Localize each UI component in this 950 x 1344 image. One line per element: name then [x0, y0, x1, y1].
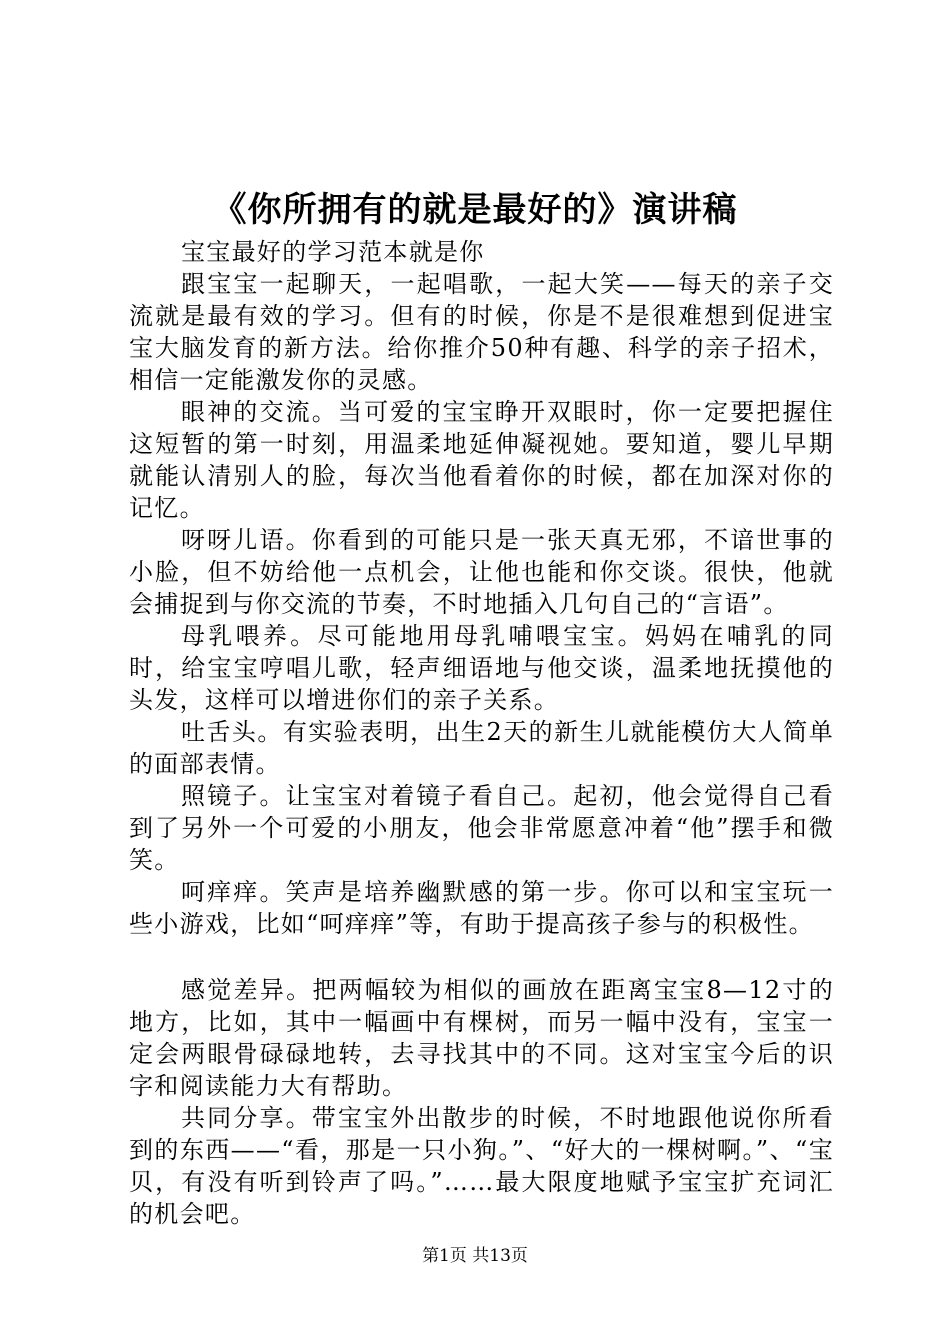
paragraph-gap — [129, 940, 834, 974]
paragraph-tongue: 吐舌头。有实验表明，出生2天的新生儿就能模仿大人简单的面部表情。 — [129, 718, 834, 778]
paragraph-intro: 跟宝宝一起聊天，一起唱歌，一起大笑——每天的亲子交流就是最有效的学习。但有的时候，你是不是很难想到促进宝宝大脑发育的新方法。给你推介50种有趣、科学的亲子招术，相信一定能激发你的灵感。 — [129, 270, 834, 394]
paragraph-eye-contact: 眼神的交流。当可爱的宝宝睁开双眼时，你一定要把握住这短暂的第一时刻，用温柔地延伸凝视她。要知道，婴儿早期就能认清别人的脸，每次当他看着你的时候，都在加深对你的记忆。 — [129, 398, 834, 522]
document-body — [129, 236, 834, 1230]
paragraph-breastfeeding: 母乳喂养。尽可能地用母乳哺喂宝宝。妈妈在哺乳的同时，给宝宝哼唱儿歌，轻声细语地与他交谈，温柔地抚摸他的头发，这样可以增进你们的亲子关系。 — [129, 622, 834, 714]
paragraph-babbling: 呀呀儿语。你看到的可能只是一张天真无邪，不谙世事的小脸，但不妨给他一点机会，让他也能和你交谈。很快，他就会捕捉到与你交流的节奏，不时地插入几句自己的“言语”。 — [129, 526, 834, 618]
paragraph-differences: 感觉差异。把两幅较为相似的画放在距离宝宝8—12寸的地方，比如，其中一幅画中有棵树，而另一幅中没有，宝宝一定会两眼骨碌碌地转，去寻找其中的不同。这对宝宝今后的识字和阅读能力大有帮助。 — [129, 976, 834, 1100]
paragraph-sharing: 共同分享。带宝宝外出散步的时候，不时地跟他说你所看到的东西——“看，那是一只小狗。”、“好大的一棵树啊。”、“宝贝，有没有听到铃声了吗。”……最大限度地赋予宝宝扩充词汇的机会吧。 — [129, 1104, 834, 1228]
document-title: 《你所拥有的就是最好的》演讲稿 — [212, 190, 738, 230]
page-number-footer: 第1页 共13页 — [422, 1246, 528, 1266]
paragraph-tickle: 呵痒痒。笑声是培养幽默感的第一步。你可以和宝宝玩一些小游戏，比如“呵痒痒”等，有助于提高孩子参与的积极性。 — [129, 878, 834, 938]
paragraph-heading: 宝宝最好的学习范本就是你 — [181, 238, 485, 266]
paragraph-mirror: 照镜子。让宝宝对着镜子看自己。起初，他会觉得自己看到了另外一个可爱的小朋友，他会非常愿意冲着“他”摆手和微笑。 — [129, 782, 834, 874]
